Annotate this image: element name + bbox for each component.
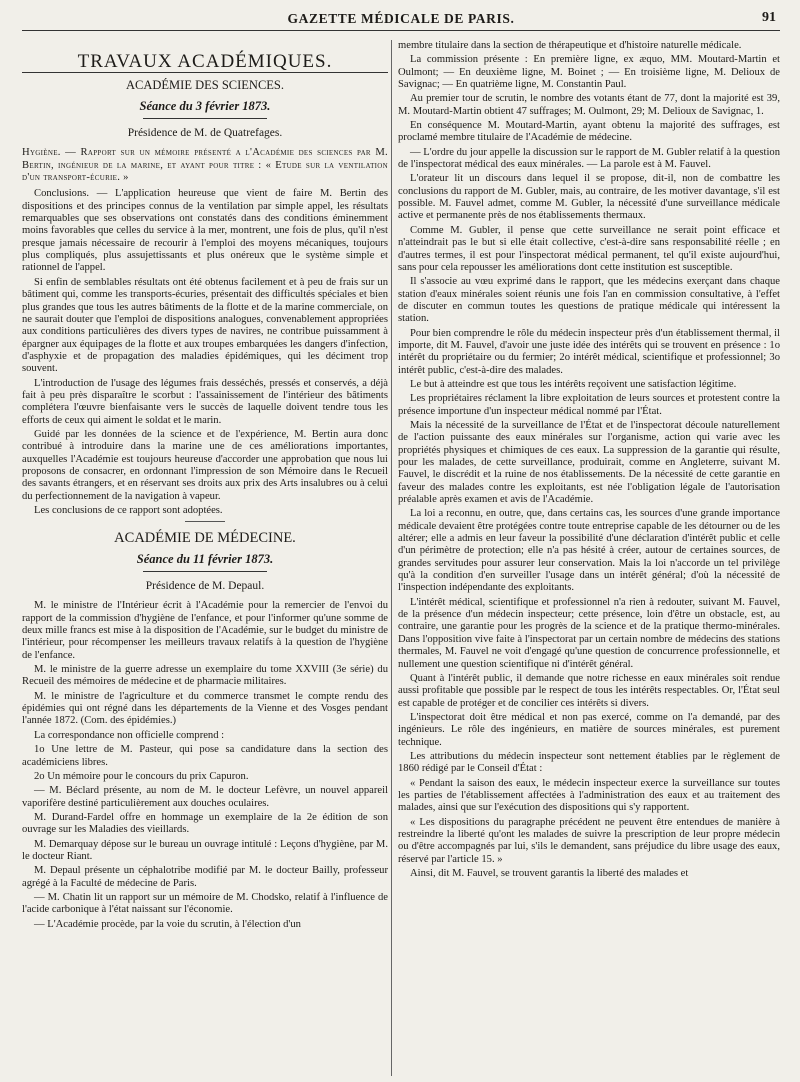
paragraph: La correspondance non officielle comprend : xyxy=(34,729,225,741)
paragraph: Pour bien comprendre le rôle du médecin inspecteur près d'un établissement thermal, il importe, dit M. Fauvel, d'avoir une juste idée des intérêts qui se trouvent en présence : 1o intérêt du propriétaire ou du fermier; 2o intérêt médical, scientifique et professionnel; 3o intérêt public, c'est-à-dire des malades. xyxy=(398,327,780,376)
report-title: Hygiène. — Rapport sur un mémoire présenté a l'Académie des sciences par M. Bertin, ingénieur de la marine, et ayant pour titre : « Etude sur la ventilation d'un transport-écurie. » xyxy=(22,147,388,184)
paragraph: Le but à atteindre est que tous les intérêts reçoivent une satisfaction légitime. xyxy=(410,378,737,390)
paragraph: Comme M. Gubler, il pense que cette surveillance ne serait point efficace et n'atteindrait pas le but si elle était collective, c'est-à-dire sans responsabilité réelle ; en d'autres termes, il est pour l'inspectorat médical permanent, tel qu'il existe aujourd'hui, sans pour cela repousser les améliorations dont cette institution est susceptible. xyxy=(398,224,780,273)
paragraph: L'intérêt médical, scientifique et professionnel n'a rien à redouter, suivant M. Fauvel, de la présence d'un médecin inspecteur; cette présence, loin d'être un obstacle, est, au contraire, une garantie pour les progrès de la science et de la pratique thermo-minérales. Dans l'opposition vive faite à l'inspectorat par un certain nombre de médecins des stations thermales, M. Fauvel ne voit d'engagé qu'une question de concurrence professionnelle, et nullement une question scientifique ni d'intérêt général. xyxy=(398,596,780,670)
right-column xyxy=(398,40,780,1078)
paragraph: Ainsi, dit M. Fauvel, se trouvent garantis la liberté des malades et xyxy=(410,868,689,879)
paragraph: L'inspectorat doit être médical et non pas exercé, comme on l'a demandé, par des ingénieurs. Le rôle des ingénieurs, en matière de sources minérales, est purement technique. xyxy=(398,711,780,748)
paragraph: En conséquence M. Moutard-Martin, ayant obtenu la majorité des suffrages, est proclamé membre titulaire de l'Académie de médecine. xyxy=(398,120,780,144)
paragraph: L'orateur lit un discours dans lequel il se propose, dit-il, non de combattre les conclusions du rapport de M. Gubler, mais, au contraire, de les motiver davantage, s'il est possible. M. Fauvel admet, comme M. Gubler, la nécessité d'une surveillance médicale active et permanente près de nos établissements thermaux. xyxy=(398,173,780,222)
running-head xyxy=(22,8,780,31)
paragraph: 1o Une lettre de M. Pasteur, qui pose sa candidature dans la section des académiciens libres. xyxy=(22,744,388,768)
paragraph: M. le ministre de l'Intérieur écrit à l'Académie pour la remercier de l'envoi du rapport de la commission d'hygiène de l'enfance, et pour l'informer qu'une somme de deux mille francs est mise à la disposition de l'Académie, sur le budget du ministre de l'intérieur, pour récompenser les meilleurs travaux relatifs à la question de l'hygiène de l'enfance. xyxy=(22,600,388,661)
divider xyxy=(185,521,225,522)
paragraph: M. Durand-Fardel offre en hommage un exemplaire de la 2e édition de son ouvrage sur les Maladies des vieillards. xyxy=(22,811,388,836)
section-title: TRAVAUX ACADÉMIQUES. xyxy=(22,56,388,73)
presidency-1: Présidence de M. de Quatrefages. xyxy=(127,127,283,140)
presidency-2: Présidence de M. Depaul. xyxy=(145,580,265,593)
quotation: « Les dispositions du paragraphe précédent ne peuvent être entendues de manière à restreindre la liberté qu'ont les malades de suivre la prescription de leur propre médecin ou d'être accompagnés par lui, s'ils le demandent, sans préjudice du libre usage des eaux, réservé par l'article 15. » xyxy=(398,816,780,865)
journal-title: GAZETTE MÉDICALE DE PARIS. xyxy=(287,11,515,26)
session-date-2: Séance du 11 février 1873. xyxy=(136,551,274,566)
paragraph: M. Demarquay dépose sur le bureau un ouvrage intitulé : Leçons d'hygiène, par M. le docteur Riant. xyxy=(22,838,388,862)
paragraph: Mais la nécessité de la surveillance de l'État et de l'inspectorat découle naturellement de l'action puissante des eaux minérales sur l'organisme, action qui varie avec les propriétés physiques et chimiques de ces eaux. La suppression de la garantie qui résulte, pour les malades, de cette surveillance, produirait, comme en Angleterre, suivant M. Fauvel, le discrédit et la ruine de nos établissements. De la nécessité de cette garantie en faveur des malades contre les exploitants, est née l'obligation légale de l'autorisation préalable après examen et avis de l'Académie. xyxy=(398,419,780,506)
paragraph: M. le ministre de l'agriculture et du commerce transmet le compte rendu des épidémies qui ont régné dans les départements de la Vienne et des Vosges pendant l'année 1872. (Com. des épidémies.) xyxy=(22,690,388,727)
paragraph: Les attributions du médecin inspecteur sont nettement établies par le règlement de 1860 rédigé par le Conseil d'État : xyxy=(398,750,780,775)
paragraph: La loi a reconnu, en outre, que, dans certains cas, les sources d'une grande importance médicale devaient être protégées contre toute entreprise capable de les détourner ou de les altérer; elle a admis en leur faveur la possibilité d'une déclaration d'intérêt public et celle d'un périmètre de protection; elle n'a pas hésité à créer, autour de certaines sources, de grandes servitudes pour assurer leur conservation. Mais la loi n'accorde un tel privilège qu'à la condition d'en surveiller l'usage dans un intérêt général; d'où la nécessité de l'inspection indépendante des exploitants. xyxy=(398,508,780,594)
academy-heading-medecine: ACADÉMIE DE MÉDECINE. xyxy=(114,530,296,547)
paragraph: M. Depaul présente un céphalotribe modifié par M. le docteur Bailly, professeur agrégé à la Faculté de médecine de Paris. xyxy=(22,865,388,889)
column-rule xyxy=(391,40,392,1076)
page-number: 91 xyxy=(762,10,776,25)
paragraph: Si enfin de semblables résultats ont été obtenus facilement et à peu de frais sur un bâtiment qui, comme les transports-écuries, présentait des difficultés spéciales et bien plus grandes que tous les autres bâtiments de la flotte et de la marine commerciale, on ne saurait douter que l'emploi de dispositions analogues, convenablement appropriées aux conditions particulières des divers types de navires, ne contribue puissamment à épargner aux équipages de la flotte et aux troupes embarquées les dangers d'infection, d'asphyxie et de propagation des maladies épidémiques, qui les déciment trop souvent. xyxy=(22,276,388,375)
paragraph: Il s'associe au vœu exprimé dans le rapport, que les médecins exerçant dans chaque station d'eaux minérales soient réunis une fois l'an en commission consultative, à l'effet de discuter en commun toutes les questions de pratique médicale qui intéressent la station. xyxy=(398,276,780,325)
paragraph: La commission présente : En première ligne, ex æquo, MM. Moutard-Martin et Oulmont; — En deuxième ligne, M. Boinet ; — En troisième ligne, M. Delioux de Savignac; — En quatrième ligne, M. Constantin Paul. xyxy=(398,54,780,91)
quotation: « Pendant la saison des eaux, le médecin inspecteur exerce la surveillance sur toutes les parties de l'établissement affectées à l'administration des eaux et au traitement des malades, ainsi que sur l'exécution des dispositions qui s'y rapportent. xyxy=(398,777,780,814)
paragraph: Les propriétaires réclament la libre exploitation de leurs sources et protestent contre la présence importune d'un inspecteur médical nommé par l'État. xyxy=(398,393,780,417)
divider xyxy=(143,571,267,572)
paragraph: Les conclusions de ce rapport sont adoptées. xyxy=(34,505,223,516)
paragraph: — M. Chatin lit un rapport sur un mémoire de M. Chodsko, relatif à l'influence de l'acide carbonique à l'état naissant sur l'économie. xyxy=(22,891,388,916)
paragraph: Guidé par les données de la science et de l'expérience, M. Bertin aura donc contribué à introduire dans la marine une de ces améliorations importantes, auxquelles l'Académie est toujours heureuse d'accorder une approbation que nous lui proposons de consacrer, en ordonnant l'impression de son Mémoire dans le Recueil des savants étrangers, et en réservant ses droits aux prix des Arts insalubres ou à celui du perfectionnement de la navigation à vapeur. xyxy=(22,428,388,502)
paragraph: Conclusions. — L'application heureuse que vient de faire M. Bertin des dispositions et des principes connus de la ventilation par simple appel, les résultats remarquables que ses observations ont constatés dans des conditions éminemment moins favorables que celles du service à la mer, montrent, une fois de plus, qu'il n'est presque jamais nécessaire de recourir à l'emploi des moyens mécaniques, toujours plus compliqués, plus assujettissants et plus onéreux que le système simple et rationnel de l'appel. xyxy=(22,188,388,274)
paragraph: — L'ordre du jour appelle la discussion sur le rapport de M. Gubler relatif à la question de l'inspectorat médical des eaux minérales. — La parole est à M. Fauvel. xyxy=(398,146,780,171)
academy-heading-sciences: ACADÉMIE DES SCIENCES. xyxy=(126,78,284,93)
paragraph: Quant à l'intérêt public, il demande que notre richesse en eaux minérales soit rendue aussi profitable que possible par le respect de tous les intérêts respectables. Or, l'État seul est capable de protéger et de concilier ces intérêts si divers. xyxy=(398,672,780,709)
paragraph: 2o Un mémoire pour le concours du prix Capuron. xyxy=(34,770,249,782)
paragraph: M. le ministre de la guerre adresse un exemplaire du tome XXVIII (3e série) du Recueil des mémoires de médecine et de pharmacie militaires. xyxy=(22,664,388,688)
left-column xyxy=(22,42,388,1078)
paragraph: — M. Béclard présente, au nom de M. le docteur Lefèvre, un nouvel appareil vaporifère destiné particulièrement aux douches oculaires. xyxy=(22,785,388,809)
paragraph: — L'Académie procède, par la voie du scrutin, à l'élection d'un xyxy=(34,918,301,930)
paragraph: L'introduction de l'usage des légumes frais desséchés, pressés et conservés, a déjà fait à peu près disparaître le scorbut : l'assainissement de l'intérieur des bâtiments complétera l'œuvre bienfaisante vers le succès de laquelle doivent tendre tous les efforts de ceux qui aiment le soldat et le marin. xyxy=(22,377,388,426)
divider xyxy=(143,118,267,119)
paragraph: membre titulaire dans la section de thérapeutique et d'histoire naturelle médicale. xyxy=(398,40,742,51)
paragraph: Au premier tour de scrutin, le nombre des votants étant de 77, dont la majorité est 39, M. Moutard-Martin obtient 47 suffrages; M. Oulmont, 29; M. Delioux de Savignac, 1. xyxy=(398,93,780,117)
session-date-1: Séance du 3 février 1873. xyxy=(139,98,271,113)
